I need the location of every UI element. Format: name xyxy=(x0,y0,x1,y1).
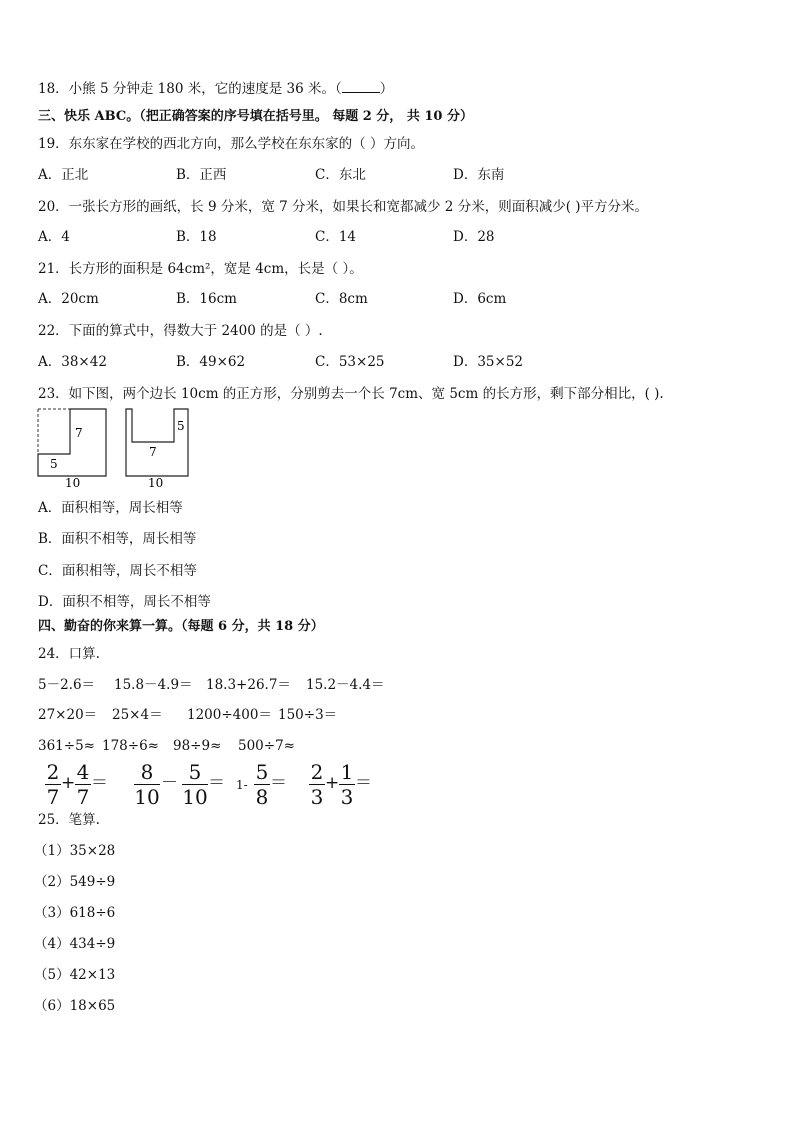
q18-close: ） xyxy=(379,81,394,97)
q22-option-a[interactable]: A．38×42 xyxy=(38,354,107,370)
f1-fraction-2 xyxy=(75,761,91,808)
q24-r1-c2: 15.8－4.9＝ xyxy=(114,677,193,693)
question-25-title: 25．笔算. xyxy=(38,812,100,828)
f2-den1: 10 xyxy=(134,785,160,809)
q22-option-d[interactable]: D．35×52 xyxy=(453,354,523,370)
q24-r3-c2: 178÷6≈ xyxy=(102,738,159,754)
question-19-stem: 19．东东家在学校的西北方向，那么学校在东东家的（ ）方向。 xyxy=(38,136,424,152)
q24-r1-c3: 18.3+26.7＝ xyxy=(206,677,291,693)
q23-option-b[interactable]: B．面积不相等，周长相等 xyxy=(38,531,197,547)
f3-fraction xyxy=(254,761,270,808)
f1-num1: 2 xyxy=(46,760,60,784)
q19-option-a[interactable]: A．正北 xyxy=(38,167,89,183)
q21-option-c[interactable]: C．8cm xyxy=(315,291,368,307)
q21-option-a[interactable]: A．20cm xyxy=(38,291,99,307)
f4-fraction-1 xyxy=(309,761,325,808)
section-3-heading: 三、快乐 ABC。（把正确答案的序号填在括号里。 每题 2 分， 共 10 分） xyxy=(38,109,473,124)
question-18 xyxy=(38,80,393,98)
f1-operator: + xyxy=(61,773,76,793)
f2-num2: 5 xyxy=(188,760,202,784)
q25-item-2: （2）549÷9 xyxy=(34,874,116,890)
q20-option-a[interactable]: A．4 xyxy=(38,229,70,245)
q25-item-3: （3）618÷6 xyxy=(34,905,116,921)
q22-option-b[interactable]: B．49×62 xyxy=(176,354,246,370)
q25-item-6: （6）18×65 xyxy=(34,998,116,1014)
f3-equals: ＝ xyxy=(270,773,287,793)
q24-r3-c1: 361÷5≈ xyxy=(38,738,95,754)
q25-item-5: （5）42×13 xyxy=(34,967,116,983)
f2-operator: － xyxy=(161,773,178,793)
q20-option-c[interactable]: C．14 xyxy=(315,229,357,245)
question-23-stem: 23．如下图，两个边长 10cm 的正方形，分别剪去一个长 7cm、宽 5cm 的长方形，剩下部分相比，( ). xyxy=(38,386,664,402)
q24-r3-c3: 98÷9≈ xyxy=(173,738,222,754)
f1-den2: 7 xyxy=(76,785,90,809)
question-20-stem: 20．一张长方形的画纸，长 9 分米，宽 7 分米，如果长和宽都减少 2 分米，则面积减少( )平方分米。 xyxy=(38,199,649,215)
q25-item-1: （1）35×28 xyxy=(34,843,116,859)
f4-num1: 2 xyxy=(310,760,324,784)
fig1-label-c: 10 xyxy=(65,476,81,490)
q22-option-c[interactable]: C．53×25 xyxy=(315,354,385,370)
q24-r3-c4: 500÷7≈ xyxy=(238,738,295,754)
f2-den2: 10 xyxy=(182,785,208,809)
fig2-label-c: 10 xyxy=(148,476,164,490)
f1-fraction-1 xyxy=(45,761,61,808)
f4-fraction-2 xyxy=(339,761,355,808)
question-22-stem: 22．下面的算式中，得数大于 2400 的是（ ）. xyxy=(38,323,323,339)
f3-prefix: 1- xyxy=(236,778,248,792)
f3-num: 5 xyxy=(255,760,269,784)
question-21-stem: 21．长方形的面积是 64cm²，宽是 4cm，长是（ ）。 xyxy=(38,261,363,277)
f3-den: 8 xyxy=(255,785,269,809)
f4-den2: 3 xyxy=(340,785,354,809)
f4-num2: 1 xyxy=(340,760,354,784)
f2-fraction-2 xyxy=(182,761,208,808)
f2-equals: ＝ xyxy=(208,773,225,793)
f1-den1: 7 xyxy=(46,785,60,809)
q23-option-d[interactable]: D．面积不相等，周长不相等 xyxy=(38,594,211,610)
q25-item-4: （4）434÷9 xyxy=(34,936,116,952)
f4-operator: + xyxy=(325,773,340,793)
q18-text: 18．小熊 5 分钟走 180 米，它的速度是 36 米。（ xyxy=(38,81,342,97)
q24-r2-c3: 1200÷400＝ xyxy=(187,707,272,723)
f4-equals: ＝ xyxy=(355,773,372,793)
q18-answer-blank[interactable] xyxy=(342,80,380,93)
q24-r2-c4: 150÷3＝ xyxy=(278,707,338,723)
q19-option-b[interactable]: B．正西 xyxy=(176,167,227,183)
q21-option-d[interactable]: D．6cm xyxy=(453,291,507,307)
fig2-label-a: 5 xyxy=(177,419,185,433)
fig2-label-b: 7 xyxy=(149,445,157,459)
q19-option-c[interactable]: C．东北 xyxy=(315,167,366,183)
f2-fraction-1 xyxy=(134,761,160,808)
q23-figure xyxy=(34,404,194,490)
f1-equals: ＝ xyxy=(91,773,108,793)
q24-r2-c1: 27×20＝ xyxy=(38,707,98,723)
q21-option-b[interactable]: B．16cm xyxy=(176,291,237,307)
question-24-title: 24．口算. xyxy=(38,646,100,662)
q20-option-d[interactable]: D．28 xyxy=(453,229,495,245)
q24-r1-c4: 15.2－4.4＝ xyxy=(306,677,385,693)
q24-r2-c2: 25×4＝ xyxy=(112,707,163,723)
section-4-heading: 四、勤奋的你来算一算。（每题 6 分，共 18 分） xyxy=(38,619,324,634)
q23-option-c[interactable]: C．面积相等，周长不相等 xyxy=(38,563,197,579)
f1-num2: 4 xyxy=(76,760,90,784)
q23-figure-2 xyxy=(126,409,188,490)
fig1-label-b: 5 xyxy=(50,457,58,471)
q20-option-b[interactable]: B．18 xyxy=(176,229,217,245)
q19-option-d[interactable]: D．东南 xyxy=(453,167,505,183)
q23-option-a[interactable]: A．面积相等，周长相等 xyxy=(38,500,183,516)
fig1-label-a: 7 xyxy=(75,426,83,440)
f2-num1: 8 xyxy=(140,760,154,784)
q24-r1-c1: 5－2.6＝ xyxy=(38,677,96,693)
q23-figure-1 xyxy=(38,409,106,490)
f4-den1: 3 xyxy=(310,785,324,809)
